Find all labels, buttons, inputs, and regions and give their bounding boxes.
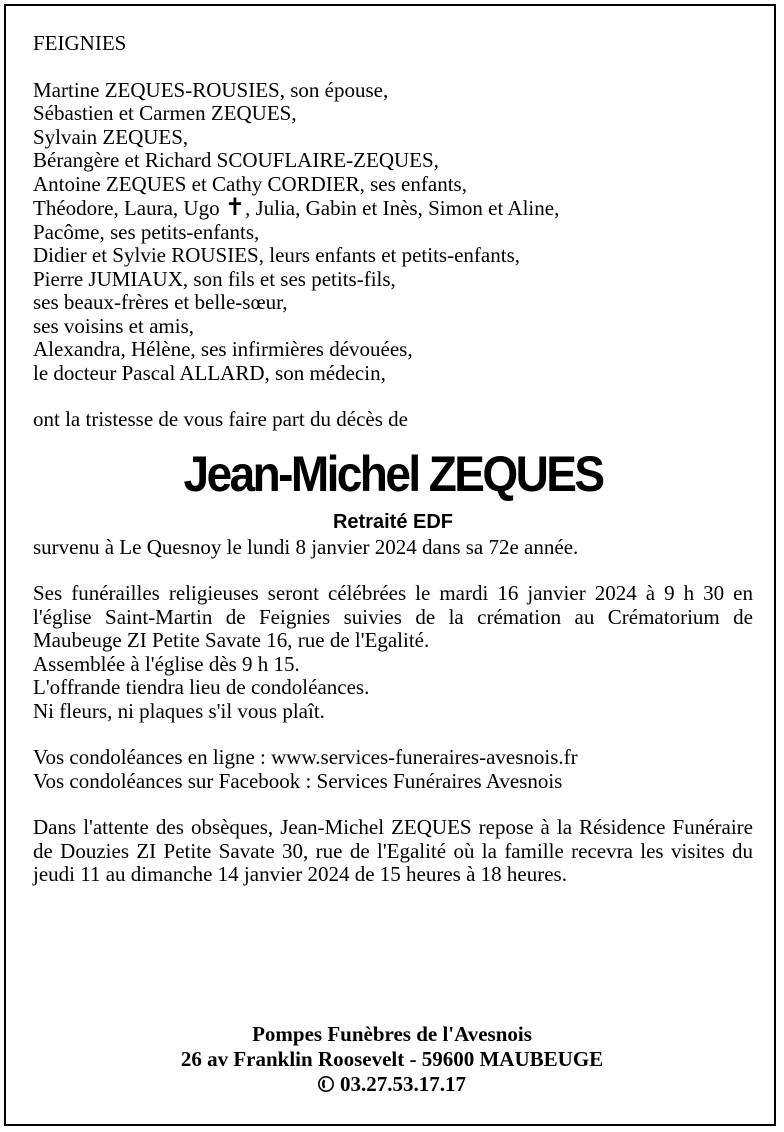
family-line: Didier et Sylvie ROUSIES, leurs enfants et petits-enfants, xyxy=(33,243,520,267)
funeral-paragraph: Ses funérailles religieuses seront célébrées le mardi 16 janvier 2024 à 9 h 30 en l'église Saint-Martin de Feignies suivies de la crémation au Crématorium de Maubeuge ZI Petite Savate 16, rue de l'Egalité. xyxy=(33,581,753,652)
deceased-name: Jean-Michel ZEQUES xyxy=(183,445,603,502)
notice-body xyxy=(33,32,753,887)
condolences-online: Vos condoléances en ligne : www.services-funeraires-avesnois.fr xyxy=(33,745,578,769)
phone-icon xyxy=(318,1074,334,1092)
family-line: Bérangère et Richard SCOUFLAIRE-ZEQUES, xyxy=(33,148,439,172)
family-line: Martine ZEQUES-ROUSIES, son épouse, xyxy=(33,77,389,102)
family-line: le docteur Pascal ALLARD, son médecin, xyxy=(33,360,386,385)
funeral-home-footer xyxy=(6,1022,778,1097)
family-line: Sébastien et Carmen ZEQUES, xyxy=(33,101,297,125)
family-line: Sylvain ZEQUES, xyxy=(33,124,189,149)
family-line: Pacôme, ses petits-enfants, xyxy=(33,219,260,244)
phone-number: 03.27.53.17.17 xyxy=(340,1072,466,1096)
announcement: ont la tristesse de vous faire part du décès de xyxy=(33,407,408,431)
family-line: ses voisins et amis, xyxy=(33,313,194,338)
grandchildren-line xyxy=(33,193,753,221)
phone-line xyxy=(6,1072,778,1097)
funeral-line: Assemblée à l'église dès 9 h 15. xyxy=(33,651,300,676)
cross-icon: ✝ xyxy=(224,193,245,221)
family-line: ses beaux-frères et belle-sœur, xyxy=(33,290,288,314)
family-line: Antoine ZEQUES et Cathy CORDIER, ses enfants, xyxy=(33,171,467,196)
deceased-title: Retraité EDF xyxy=(332,510,454,533)
location: FEIGNIES xyxy=(33,31,127,55)
funeral-line: L'offrande tiendra lieu de condoléances. xyxy=(33,675,370,699)
family-line: Pierre JUMIAUX, son fils et ses petits-fils, xyxy=(33,266,396,291)
rest-paragraph: Dans l'attente des obsèques, Jean-Michel ZEQUES repose à la Résidence Funéraire de Douzies ZI Petite Savate 30, rue de l'Egalité où la famille recevra les visites du jeudi 11 au dimanche 14 janvier 2024 de 15 heures à 18 heures. xyxy=(33,815,753,886)
condolences-facebook: Vos condoléances sur Facebook : Services Funéraires Avesnois xyxy=(33,768,563,793)
death-info: survenu à Le Quesnoy le lundi 8 janvier 2024 dans sa 72e année. xyxy=(33,534,579,559)
funeral-line: Ni fleurs, ni plaques s'il vous plaît. xyxy=(33,698,325,723)
company-name: Pompes Funèbres de l'Avesnois xyxy=(252,1022,532,1046)
family-line: Alexandra, Hélène, ses infirmières dévouées, xyxy=(33,337,413,361)
grandchildren-after-cross: , Julia, Gabin et Inès, Simon et Aline, xyxy=(244,196,560,220)
grandchildren-before-cross: Théodore, Laura, Ugo xyxy=(33,196,225,220)
notice-frame xyxy=(4,4,776,1126)
company-address: 26 av Franklin Roosevelt - 59600 MAUBEUGE xyxy=(180,1047,604,1071)
